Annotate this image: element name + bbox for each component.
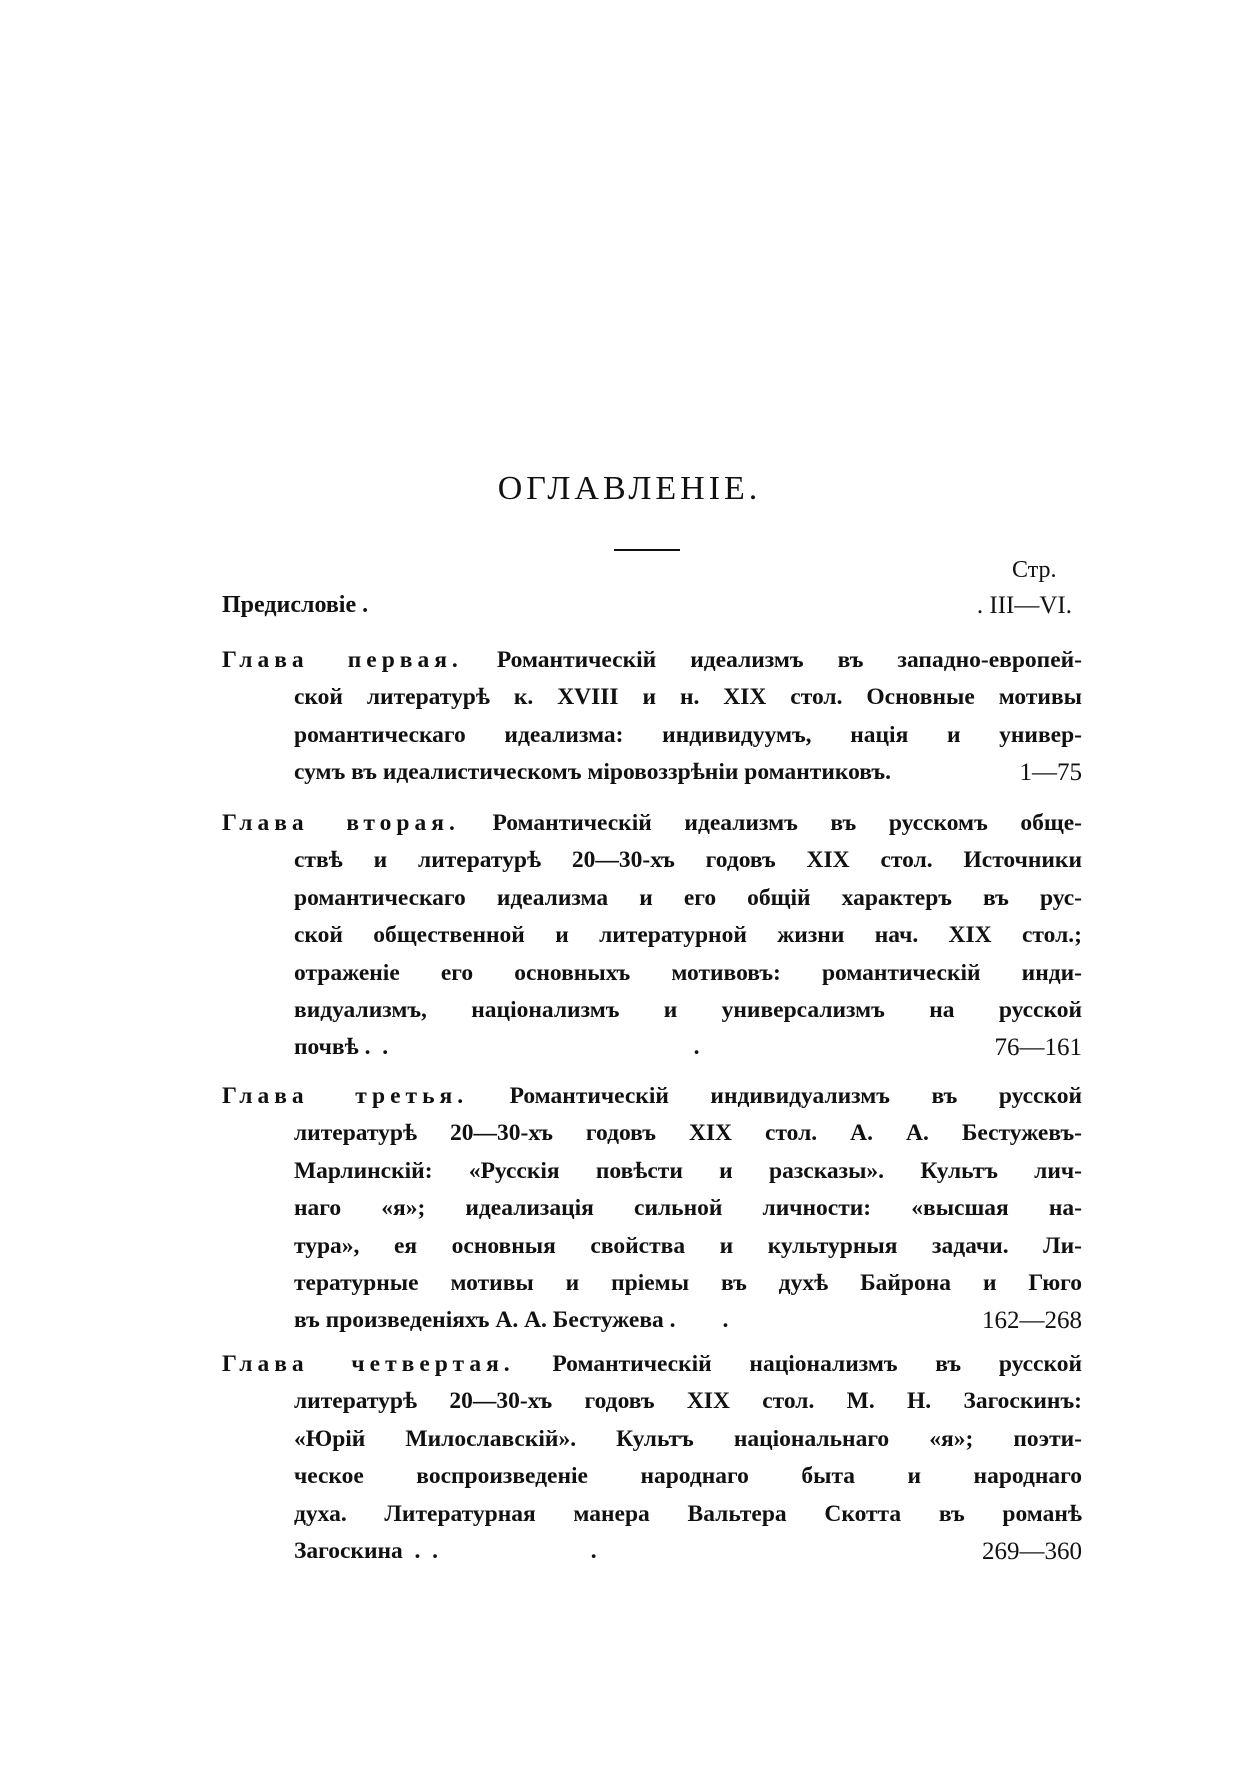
chapter-3-line: тературные мотивы и пріемы въ духѣ Байрона и Гюго [294, 1270, 1082, 1297]
chapter-4-line: литературѣ 20—30-хъ годовъ XIX стол. М. Н. Загоскинъ: [294, 1388, 1082, 1415]
chapter-1-line: романтическаго идеализма: индивидуумъ, нація и универ- [294, 721, 1082, 748]
chapter-3-line: литературѣ 20—30-хъ годовъ XIX стол. А. А. Бестужевъ- [294, 1120, 1082, 1147]
chapter-2-pages: 76—161 [994, 1034, 1082, 1062]
chapter-2-line: романтическаго идеализма и его общій характеръ въ рус- [294, 884, 1082, 911]
chapter-1-line: ской литературѣ к. XVIII и н. XIX стол. Основные мотивы [294, 684, 1082, 711]
chapter-2-line: ствѣ и литературѣ 20—30-хъ годовъ XIX стол. Источники [294, 847, 1082, 874]
chapter-2-line: ской общественной и литературной жизни нач. XIX стол.; [294, 922, 1082, 949]
title-divider [614, 549, 680, 551]
chapter-1-lead: Глава первая. [222, 647, 463, 673]
chapter-3-pages: 162—268 [982, 1307, 1082, 1335]
toc-entry-chapter-3[interactable] [222, 1078, 1082, 1340]
chapter-2-line: Романтическій идеализмъ въ русскомъ обще- [492, 810, 1083, 836]
toc-entry-preface[interactable] [222, 592, 1072, 619]
chapter-1-pages: 1—75 [1019, 759, 1082, 787]
chapter-2-lead: Глава вторая. [222, 810, 460, 836]
chapter-4-line: «Юрій Милославскій». Культъ національнаго «я»; поэти- [294, 1425, 1082, 1452]
chapter-3-line: въ произведеніяхъ А. А. Бестужева . . [294, 1307, 729, 1334]
chapter-3-line: тура», ея основныя свойства и культурныя задачи. Ли- [294, 1232, 1082, 1259]
chapter-3-lead: Глава третья. [222, 1083, 469, 1109]
chapter-1-line: Романтическій идеализмъ въ западно-европей- [496, 647, 1083, 673]
chapter-3-line: Марлинскій: «Русскія повѣсти и разсказы». Культъ лич- [294, 1157, 1082, 1184]
chapter-4-line: ческое воспроизведеніе народнаго быта и народнаго [294, 1463, 1082, 1490]
chapter-3-line: Романтическій индивидуализмъ въ русской [509, 1083, 1082, 1109]
chapter-4-pages: 269—360 [982, 1538, 1082, 1566]
preface-pages: . III—VI. [976, 592, 1072, 619]
chapter-4-line: Загоскина . . . [294, 1538, 597, 1565]
chapter-4-lead: Глава четвертая. [222, 1351, 515, 1377]
toc-entry-chapter-4[interactable] [222, 1346, 1082, 1570]
chapter-2-line: видуализмъ, націонализмъ и универсализмъ на русской [294, 997, 1082, 1024]
toc-entry-chapter-2[interactable] [222, 805, 1082, 1067]
page-title: ОГЛАВЛЕНІЕ. [497, 470, 762, 507]
chapter-4-line: Романтическій націонализмъ въ русской [552, 1351, 1082, 1377]
toc-entry-chapter-1[interactable] [222, 642, 1082, 792]
chapter-4-line: духа. Литературная манера Вальтера Скотта въ романѣ [294, 1500, 1082, 1527]
page-column-header: Стр. [1012, 557, 1057, 583]
chapter-1-line: сумъ въ идеалистическомъ міровоззрѣніи романтиковъ. [294, 759, 891, 786]
preface-label: Предисловіе . [222, 592, 369, 618]
chapter-2-line: почвѣ . . . [294, 1034, 700, 1061]
chapter-2-line: отраженіе его основныхъ мотивовъ: романтическій инди- [294, 959, 1082, 986]
chapter-3-line: наго «я»; идеализація сильной личности: «высшая на- [294, 1195, 1082, 1222]
